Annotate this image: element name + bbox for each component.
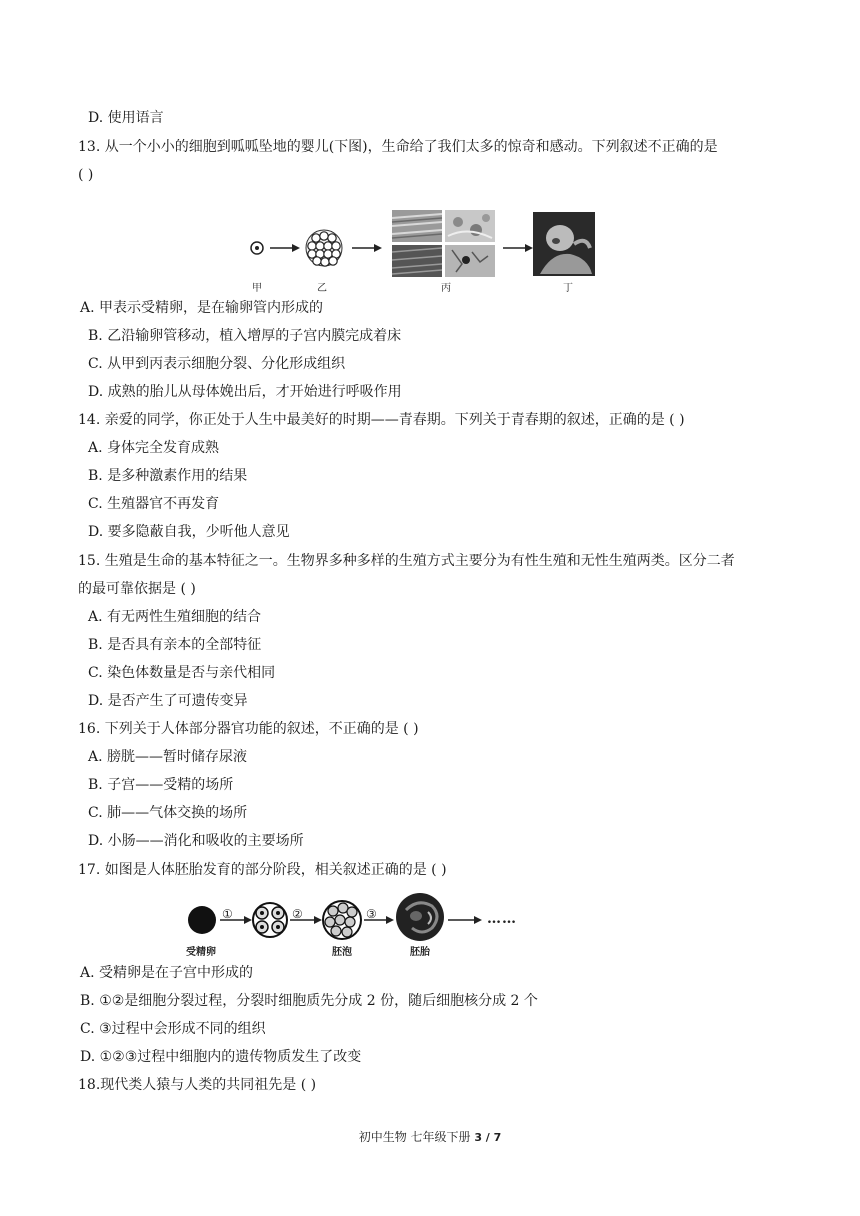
q13-option-b: B. 乙沿输卵管移动，植入增厚的子宫内膜完成着床 — [88, 328, 402, 344]
q15-option-a: A. 有无两性生殖细胞的结合 — [88, 609, 262, 625]
tissue-photos-icon — [392, 210, 495, 277]
footer-page-number: 3 / 7 — [474, 1131, 502, 1144]
fig17-label-fertilized-egg: 受精卵 — [186, 947, 216, 958]
newborn-baby-photo-icon — [533, 212, 595, 276]
fig17-label-embryo: 胚胎 — [410, 947, 430, 958]
arrow-icon — [374, 244, 382, 252]
q15-option-d: D. 是否产生了可遗传变异 — [88, 693, 248, 709]
q16-option-c: C. 肺——气体交换的场所 — [88, 805, 248, 821]
fig17-ellipsis: …… — [487, 911, 517, 927]
q13-option-c: C. 从甲到丙表示细胞分裂、分化形成组织 — [88, 356, 346, 372]
q15-option-c: C. 染色体数量是否与亲代相同 — [88, 665, 276, 681]
q14-option-c: C. 生殖器官不再发育 — [88, 496, 220, 512]
q13-stem: 13. 从一个小小的细胞到呱呱坠地的婴儿(下图)，生命给了我们太多的惊奇和感动。下列叙述不正确的是 — [78, 139, 718, 155]
q13-development-figure — [240, 208, 610, 298]
fertilized-egg-icon — [188, 906, 216, 934]
q14-option-a: A. 身体完全发育成熟 — [88, 440, 220, 456]
arrow-icon — [386, 916, 394, 924]
arrow-icon — [525, 244, 533, 252]
q17-option-c: C. ③过程中会形成不同的组织 — [80, 1021, 266, 1037]
arrow-icon — [474, 916, 482, 924]
arrow-icon — [314, 916, 322, 924]
q17-stem: 17. 如图是人体胚胎发育的部分阶段，相关叙述正确的是 ( ) — [78, 862, 447, 878]
arrow-icon — [244, 916, 252, 924]
q16-option-d: D. 小肠——消化和吸收的主要场所 — [88, 833, 304, 849]
q14-stem: 14. 亲爱的同学，你正处于人生中最美好的时期——青春期。下列关于青春期的叙述，正确的是 ( ) — [78, 412, 685, 428]
q17-option-a: A. 受精卵是在子宫中形成的 — [80, 965, 254, 981]
blastocyst-icon — [323, 901, 361, 939]
footer-subject: 初中生物 七年级下册 — [358, 1130, 475, 1144]
fig13-label-bing: 丙 — [441, 283, 451, 294]
cell-cluster-icon — [306, 230, 342, 266]
arrow-icon — [292, 244, 300, 252]
q17-embryo-figure — [180, 890, 540, 950]
q16-option-b: B. 子宫——受精的场所 — [88, 777, 234, 793]
embryo-icon — [396, 893, 444, 941]
q15-option-b: B. 是否具有亲本的全部特征 — [88, 637, 262, 653]
q13-option-d: D. 成熟的胎儿从母体娩出后，才开始进行呼吸作用 — [88, 384, 402, 400]
fig17-step-2: ② — [292, 907, 303, 921]
q17-option-b: B. ①②是细胞分裂过程，分裂时细胞质先分成 2 份，随后细胞核分成 2 个 — [80, 993, 538, 1009]
q13-option-a: A. 甲表示受精卵，是在输卵管内形成的 — [80, 300, 324, 316]
q16-stem: 16. 下列关于人体部分器官功能的叙述，不正确的是 ( ) — [78, 721, 419, 737]
q14-option-b: B. 是多种激素作用的结果 — [88, 468, 248, 484]
q16-option-a: A. 膀胱——暂时储存尿液 — [88, 749, 248, 765]
fig13-label-yi: 乙 — [317, 283, 327, 294]
q15-stem-line2: 的最可靠依据是 ( ) — [78, 581, 196, 597]
four-cell-stage-icon — [253, 903, 287, 937]
fig13-label-jia: 甲 — [252, 283, 262, 294]
q17-option-d: D. ①②③过程中细胞内的遗传物质发生了改变 — [80, 1049, 362, 1065]
fig17-step-1: ① — [222, 907, 233, 921]
q12-option-d: D. 使用语言 — [88, 110, 164, 126]
q14-option-d: D. 要多隐蔽自我，少听他人意见 — [88, 524, 290, 540]
q18-stem: 18.现代类人猿与人类的共同祖先是 ( ) — [78, 1077, 317, 1093]
page-footer — [0, 1129, 860, 1146]
fig17-step-3: ③ — [366, 907, 377, 921]
q15-stem-line1: 15. 生殖是生命的基本特征之一。生物界多种多样的生殖方式主要分为有性生殖和无性生殖两类。区分二者 — [78, 553, 735, 569]
fig17-label-blastocyst: 胚泡 — [332, 947, 352, 958]
q13-answer-blank: ( ) — [78, 167, 94, 183]
fig13-label-ding: 丁 — [563, 283, 573, 294]
